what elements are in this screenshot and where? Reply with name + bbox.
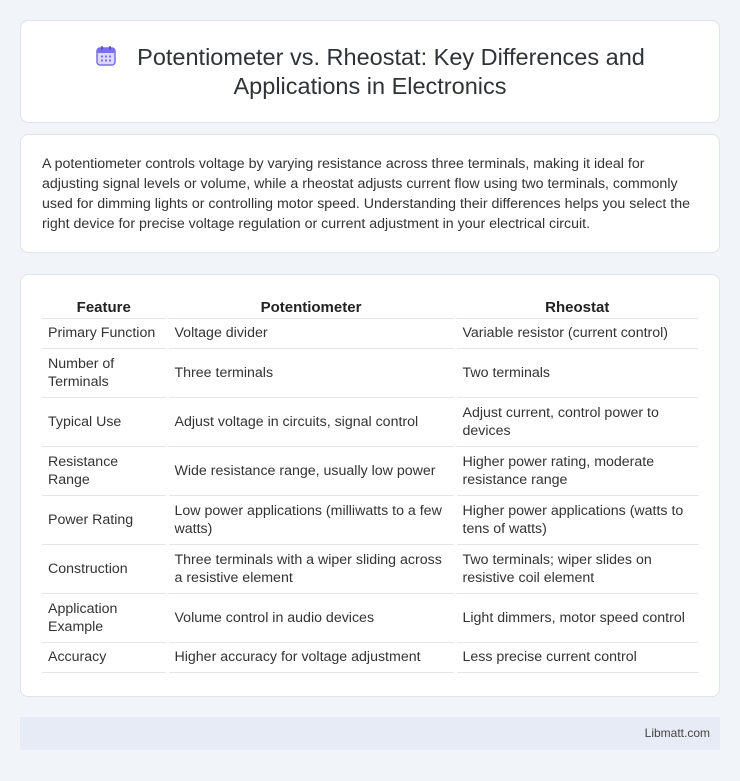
title-card [20,20,720,123]
rheostat-cell: Less precise current control [455,642,698,672]
feature-cell: Typical Use [42,397,167,446]
rheostat-cell: Higher power rating, moderate resistance range [455,446,698,495]
potentiometer-cell: Higher accuracy for voltage adjustment [167,642,455,672]
potentiometer-cell: Low power applications (milliwatts to a few watts) [167,495,455,544]
rheostat-cell: Higher power applications (watts to tens of watts) [455,495,698,544]
potentiometer-cell: Volume control in audio devices [167,593,455,642]
footer-site-name: Libmatt.com [644,726,710,740]
footer [20,717,720,750]
comparison-table-card [20,274,720,697]
feature-cell: Power Rating [42,495,167,544]
potentiometer-cell: Three terminals with a wiper sliding across a resistive element [167,544,455,593]
table-row [42,446,698,495]
potentiometer-cell: Wide resistance range, usually low power [167,446,455,495]
potentiometer-cell: Voltage divider [167,318,455,348]
rheostat-cell: Two terminals [455,348,698,397]
page-title: Potentiometer vs. Rheostat: Key Differences and Applications in Electronics [137,43,645,99]
comparison-table [42,296,698,673]
table-row [42,495,698,544]
potentiometer-cell: Three terminals [167,348,455,397]
table-row [42,593,698,642]
potentiometer-cell: Adjust voltage in circuits, signal control [167,397,455,446]
table-row [42,318,698,348]
rheostat-cell: Adjust current, control power to devices [455,397,698,446]
feature-cell: Resistance Range [42,446,167,495]
feature-cell: Number of Terminals [42,348,167,397]
feature-cell: Accuracy [42,642,167,672]
calendar-icon [95,45,117,67]
table-header-row [42,296,698,318]
rheostat-cell: Light dimmers, motor speed control [455,593,698,642]
table-row [42,642,698,672]
table-row [42,397,698,446]
page-title-block [61,43,679,101]
rheostat-cell: Variable resistor (current control) [455,318,698,348]
column-header-feature: Feature [42,296,167,318]
feature-cell: Primary Function [42,318,167,348]
table-row [42,348,698,397]
column-header-potentiometer: Potentiometer [167,296,455,318]
column-header-rheostat: Rheostat [455,296,698,318]
intro-card [20,134,720,253]
table-row [42,544,698,593]
feature-cell: Construction [42,544,167,593]
feature-cell: Application Example [42,593,167,642]
rheostat-cell: Two terminals; wiper slides on resistive coil element [455,544,698,593]
intro-text: A potentiometer controls voltage by varying resistance across three terminals, making it ideal for adjusting signal levels or volume, while a rheostat adjusts current flow using two terminals, commonly used for dimming lights or controlling motor speed. Understanding their differences helps you select the right device for precise voltage regulation or current adjustment in your electrical circuit. [42,156,690,232]
